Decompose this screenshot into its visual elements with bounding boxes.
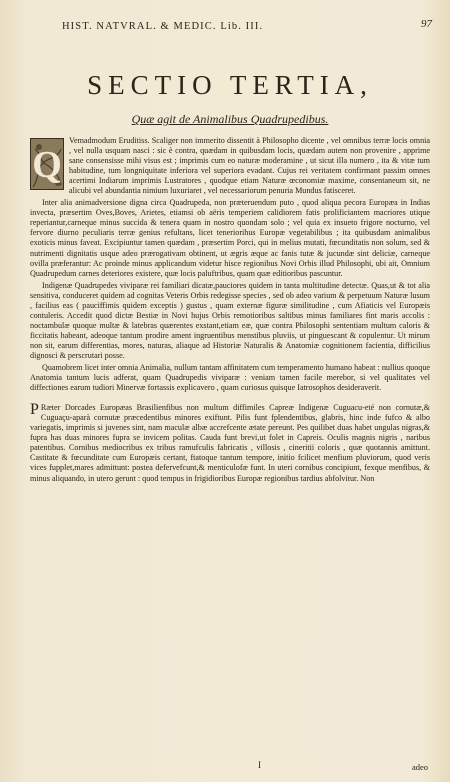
- drop-letter: P: [30, 401, 39, 419]
- paragraph-2: Inter alia animadversione digna circa Quadrupeda, non præteruendum puto , quod aliqua pecora Europæa in Indias invecta, præsertim Oves,Boves, Arietes, etiamsi ob aëris temperiem calidiorem fatis prolificiantem macriores utique reperiantur,carneque minus succida & tenera quam in nostro quondam solo ; vel quia ex insueto frigore nocturno, vel fervore diurno peculiaris terræ genius refultans, licet teneriorihus Europæ vegetabilibus ; ita quibusdam animalibus exoticis minus faveat. Excipiuntur tamen quædam , præsertim Porci, qui in melius mutati, fœcunditatis non solum, sed & nutrimenti dignitatis usque adeo prærogativam obtinent, ut ægris æque ac fanis tutæ & jucundæ sint deliciæ, carneque ovilla præferantur: Ac proinde minus applicandum videtur hisce regionibus Novi Orbis illud Philosophi, ubi ait, Omnium Quadrupedum carnes deteriores existere, quæ locis paluftribus, quam quæ editioribus pascuntur.: [30, 198, 430, 278]
- signature-mark: I: [258, 760, 261, 770]
- paragraph-3: Indigenæ Quadrupedes viviparæ rei familiari dicatæ,pauciores quidem in tanta multitudine detectæ. Quas,ut & tot alia sensitiva, conduceret quidem ad cognitas Veteris Orbis redegisse species , sed ob adeo varium & perpetuum Naturæ lusum , facilius eas ( pauciffimis quidem exceptis ) gustus , quam externæ figuræ similitudine , cum Afiaticis vel Europæis contuleris. Accedit quod dictæ Bestiæ in Novi hujus Orbis remotioribus saltibus minus familiares fint maris accolis : noctambulæ quoque multæ & latebras quærentes exstant,etiam eæ, quæ contra Philosophi sententiam multum caloris & ficcitatis habeant, adeoque tantum prodire ament ingruentibus menstibus pluviis, ut pinguescant & copulentur. Ut mirum non sit, earum differentias, mores, naturas, aliaque ad Historiæ Naturalis & Anatomiæ cognitionem facientia, difficilius dignosci & perscrutari posse.: [30, 280, 430, 360]
- species-section: [30, 403, 430, 483]
- section-title: SECTIO TERTIA,: [87, 70, 373, 100]
- page-header: [62, 18, 432, 34]
- catchword: adeo: [411, 762, 428, 772]
- paragraph-5: [30, 403, 430, 483]
- running-title: HIST. NATVRAL. & MEDIC. Lib. III.: [62, 21, 264, 32]
- page-number: 97: [421, 18, 432, 30]
- paragraph-text: Ræter Dorcades Europæas Brasilienfibus non multum diffimiles Capreæ Indigenæ Cuguacu-eté non cornutæ,& Cuguaçu-aparà cornutæ præcedentibus minores exiftunt. Pilis funt fplendentibus, glabris, hinc inde fufco & albo variegatis, imprimis si juvenes sint, nam maculæ albæ accrefcente ætate pereunt. Pes quilibet duas habet ungulas nigras,& fupra has duas minores fupra se invicem politas. Cauda funt brevi,ut folet in Capreis. Oculis magnis nigris , naribus patentibus. Cornibus mediocribus ex tribus ramufculis fabricatis , villosis , cineritii coloris , quæ quotannis amittunt. Castitate & fœcunditate cum Europæis certant, ftatoque tantum tempore, initio fcilicet menfium pluviorum, quod veris vices fupplet,mares admittunt: postea defervefcunt,& menticulofæ funt. In uteri cornibus concipiunt, fexque menfibus, & minus aliquando, in utero gerunt : quod tempus in frigidioribus Europæ regionibus tardius abfolvitur. Non: [30, 403, 430, 483]
- paragraph-text: Vemadmodum Eruditiss. Scaliger non immerito dissentit à Philosopho dicente , vel omnibus terræ locis omnia , vel nulla usquam nasci : sic è contra, quædam in quibusdam locis, quædam autem non provenire , apprime sane consensisse mihi visus est ; imprimis cum eo naturæ moderamine , ut sicut illa numero , ita & vitæ tum habitudine, tum longniquitate inferiora vel superiora evadant. Cujus rei veritatem confirmant passim omnes acertimi Indiarum imprimis Lustratores , quodque etiam Naturæ œconomiæ maxime, consentaneum sit, ne alicubi vel abundantia nimium luxuriaret , vel necessariorum penuria Mundus fatisceret.: [69, 136, 430, 196]
- initial-letter: Q: [32, 144, 62, 186]
- section-subtitle: Quæ agit de Animalibus Quadrupedibus.: [131, 112, 329, 126]
- decorated-initial-icon: [30, 138, 64, 190]
- paragraph-4: Quamobrem licet inter omnia Animalia, nullum tantam affinitatem cum temperamento humano habeat : nullius quoque Anatomia tantum lucis adferat, quam Quadrupedis viviparæ : veniam tamen facile merebor, si vel qualitates vel diffectiones earum tudiori Minervæ fortassis explicavero , quam curiosus quisque Iatrosophos desideraverit.: [30, 363, 430, 393]
- paragraph-1: [30, 136, 430, 196]
- body-text: [30, 136, 430, 486]
